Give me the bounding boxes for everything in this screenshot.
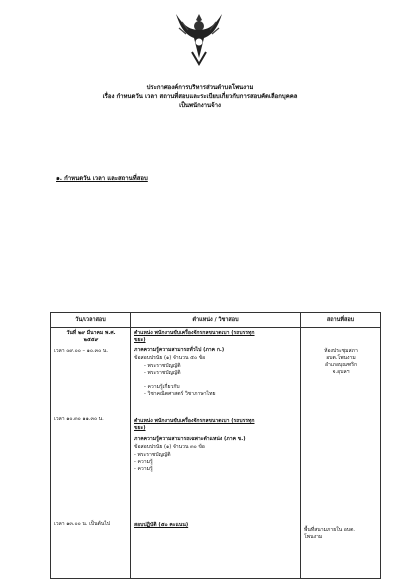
position-title: ตำแหน่ง พนักงานขับเครื่องจักรกลขนาดเบา (รถบรรทุก [134,418,255,424]
exam-date-year: ๒๕๕๙ [83,337,99,343]
exam-place-1: ห้องประชุมสภา [324,348,358,354]
exam-part-b-title: ภาคความรู้ความสามารถเฉพาะตำแหน่ง (ภาค ข.) [134,436,246,442]
exam-place-1: อบต.โพนงาม [326,355,356,361]
exam-place-1: จ.อุบลฯ [332,369,350,375]
section-heading: ๑. กำหนดวัน เวลา และสถานที่สอบ [56,175,148,182]
exam-schedule-table [50,312,381,579]
garuda-emblem-icon [174,8,224,66]
column-header-place: สถานที่สอบ [301,313,381,328]
exam-part-a-title: ภาคความรู้ความสามารถทั่วไป (ภาค ก.) [134,347,225,353]
document-title: ประกาศองค์การบริหารส่วนตำบลโพนงาม [146,84,254,91]
position-title-cont: ขยะ) [134,337,146,343]
exam-date: วันที่ ๒๙ มีนาคม พ.ศ. [66,330,116,336]
exam-time-1: เวลา ๐๙.๐๐ – ๑๐.๓๐ น. [54,348,108,354]
practical-exam-title: สอบปฏิบัติ (๕๐ คะแนน) [134,522,189,528]
column-header-datetime: วัน/เวลาสอบ [51,313,131,328]
position-cell [131,328,300,578]
exam-part-a-item: - วิชาคณิตศาสตร์ วิชาภาษาไทย [144,391,216,397]
exam-place-2: พื้นที่สนามภายใน อบต. [304,527,356,533]
document-subject: เรื่อง กำหนดวัน เวลา สถานที่สอบและระเบียบเกี่ยวกับการสอบคัดเลือกบุคคล [102,93,298,100]
exam-part-a-format: ข้อสอบปรนัย (๑) จำนวน ๕๐ ข้อ [134,355,206,361]
exam-part-b-item: - ความรู้ [134,466,153,472]
datetime-cell [51,328,130,578]
position-title-cont: ขยะ) [134,425,146,431]
column-header-position: ตำแหน่ง / วิชาสอบ [131,313,301,328]
exam-part-a-item: - พระราชบัญญัติ [144,363,181,369]
exam-part-b-item: - พระราชบัญญัติ [134,452,171,458]
exam-part-b-item: - ความรู้ [134,459,153,465]
exam-part-b-format: ข้อสอบปรนัย (๑) จำนวน ๓๐ ข้อ [134,444,205,450]
table-row [51,328,381,579]
exam-place-1: อำเภอบุณฑริก [324,362,358,368]
exam-place-2: โพนงาม [304,534,323,540]
document-subject-line2: เป็นพนักงานจ้าง [179,102,221,109]
exam-part-a-item: - ความรู้เกี่ยวกับ [144,384,180,390]
exam-time-2: เวลา ๑๐.๓๐ ๑๑.๓๐ น. [54,416,104,422]
position-title: ตำแหน่ง พนักงานขับเครื่องจักรกลขนาดเบา (รถบรรทุก [134,330,255,336]
exam-part-a-item: - พระราชบัญญัติ [144,370,181,376]
place-cell [301,328,380,578]
exam-time-3: เวลา ๑๓.๐๐ น. เป็นต้นไป [54,521,111,527]
